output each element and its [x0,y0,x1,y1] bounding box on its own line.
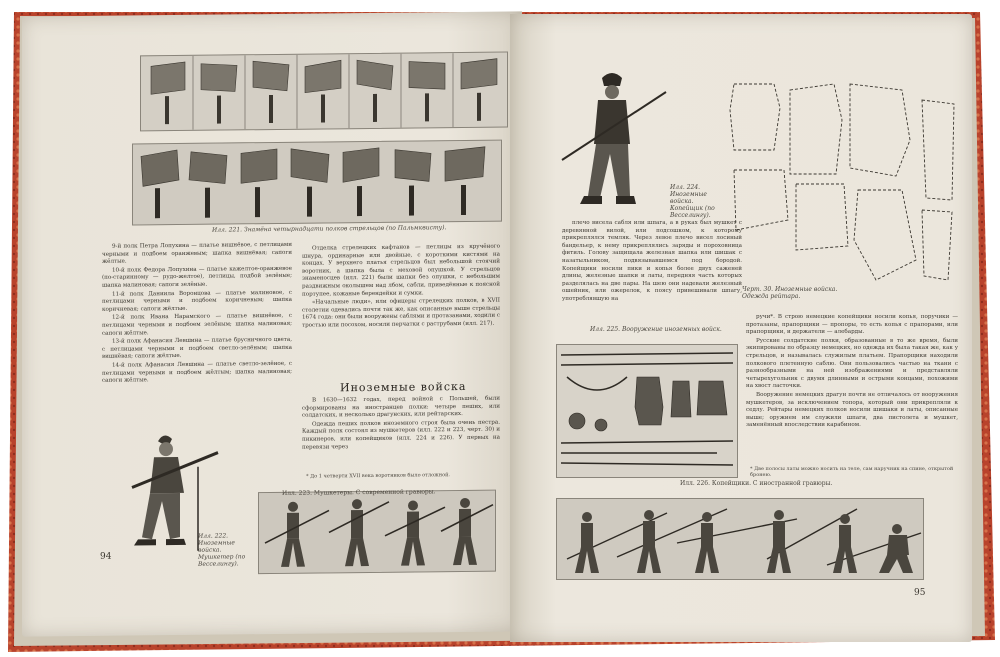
paragraph: В 1630—1632 годах, перед войной с Польшей, были сформированы на иностранцев полки: четыре пеших, или солдатских, и несколько драгунских, или рейтарских. [302,395,500,419]
paragraph: 9-й полк Петра Лопухина — платье вишнёвое, с петлицами черными и подбоем оранжевым; шапка вишнёвая; сапоги жёлтые. [102,241,292,265]
figure-225-caption: Илл. 225. Вооружение иноземных войск. [590,326,722,333]
figure-221-flags-bottom [132,140,502,226]
section-text [302,396,500,453]
pattern-drawing-30 [726,80,958,288]
paragraph: Одежда пеших полков иноземного строя была очень пестра. Каждый полк состоял из мушкетеров (илл. 222 и 223, черт. 30) и пикинеров, или копейщиков (илл. 224 и 226). У первых на перевязи через [302,419,500,451]
figure-221-caption: Илл. 221. Знамёна четырнадцати полков стрельцов (по Пальмквисту). [212,224,447,234]
figure-225-weapons [556,344,738,478]
figure-223-musketeers [258,490,496,574]
paragraph: 11-й полк Даниила Воронцова — платье малиновое, с петлицами черными и подбоем коричневым; шапка коричневая; сапоги жёлтые. [102,289,292,313]
left-page [22,11,522,636]
paragraph: Отделка стрелецких кафтанов — петлицы из кручёного шнура, ординарные или двойные, с короткими кистями на концах. У верхнего платья стрельцов был небольшой стоячий воротник, а шапка была с меховой опушкой. У стрельцов знаменосцев (илл. 221) были шапки без опушки, с небольшим раздвижным околышем над лбом, сабли, приведённые к поясной портупее, кожаные берендейки и сумки. [302,243,500,298]
paragraph: ручи*. В строю немецкие копейщики носили копья, поручики — протазаны, прапорщики — пропоры, то есть копья с прапорами, или прапорщики, и держатели — алебарды. [746,314,958,336]
page-number-left: 94 [100,551,112,562]
footnote: * До 1 четверти XVII века воротников было отложной. [306,472,450,480]
right-page [510,14,972,642]
right-text-column [302,244,500,332]
footnote: * Две полосы латы можно носить на теле, сам наручник на спине, открытой бронею. [750,466,954,478]
paragraph: 12-й полк Ивана Нарамского — платье вишнёвое, с петлицами черными и подбоем зелёным; шапка малиновая; сапоги жёлтые. [102,313,292,337]
figure-222-caption: Илл. 222. Иноземные войска. Мушкетер (по Весселингу). [198,532,246,568]
paragraph: 10-й полк Федора Лопухина — платье кажелтое-оранжевое (по-старинному — рудо-желтое), петлицы, подбой зелёные; шапка малиновая; сапоги зелёные. [102,265,292,289]
paragraph: 13-й полк Афанасия Левшина — платье брусничного цвета, с петлицами черными и подбоем светло-зелёным; шапка вишнёвая; сапоги жёлтые. [102,336,292,361]
paragraph: «Начальные люди», или офицеры стрелецких полков, в XVII столетии одевались почти так же, как описанные выше стрельцы 1674 года: они были вооружены саблями и протазанами, ходили с тростью или посохом, носили перчатки с раструбами (илл. 217). [302,297,500,329]
figure-226-caption: Илл. 226. Копейщики. С иностранной гравюры. [680,480,833,487]
figure-226-pikemen [556,498,924,580]
figure-221-flags-top [140,52,508,132]
right-text-column [562,220,742,305]
paragraph: Вооружение немецких драгун почти не отличалось от вооружения мушкетеров, за исключением топора, который они прикрепляли к седлу. Рейтары немецких полков носили шишаки и латы, описанные выше; оружием им служили шпаги, два пистолета и мушкет, заменённый впоследствии карабином. [746,391,958,429]
figure-223-caption: Илл. 223. Мушкетеры. С современной гравюры. [282,488,436,497]
figure-224-pikeman [558,68,668,212]
figure-224-caption: Илл. 224. Иноземные войска. Копейщик (по Весселингу). [670,184,715,219]
left-text-column [102,242,292,387]
section-heading: Иноземные войска [340,379,467,395]
paragraph: Русские солдатские полки, образованные в то же время, были экипированы по образцу немецких, но одежда их была такая же, как у стрельцов, и называлась служилым платьем. Прапорщики находили полкового плетенную саблю. Они пользовались частью на ткани с разнообразными на ней изображениями и представляли четырехугольник с двумя длинными и острыми концами, похожими на хвост ласточки. [746,337,958,390]
paragraph: 14-й полк Афанасия Левшина — платье светло-зелёное, с петлицами черными и подбоем жёлтым; шапка малиновая; сапоги жёлтые. [102,360,292,384]
page-number-right: 95 [914,588,926,598]
right-narrow-column [746,314,958,431]
pattern-caption: Черт. 30. Иноземные войска. Одежда рейтара. [742,286,838,300]
paragraph: плечо висела сабля или шпага, а в руках был мушкет с деревянной вилой, или подсошком, к которому прикреплялся темляк. Через левое плечо висел лосиный бандельер, к нему прикреплялись заряды и пороховница фитиль. Голову защищала железная шапка или шишак с назатыльником, подвязывавшемся под бородой. Копейщики носили пики и копья более двух саженей длины, железные шапки и латы, передняя часть которых разделялась на две пары. На шею они надевали железный ошейник, или ожерелок, к поясу привешивали шпагу, употреблявшую на [562,220,742,302]
